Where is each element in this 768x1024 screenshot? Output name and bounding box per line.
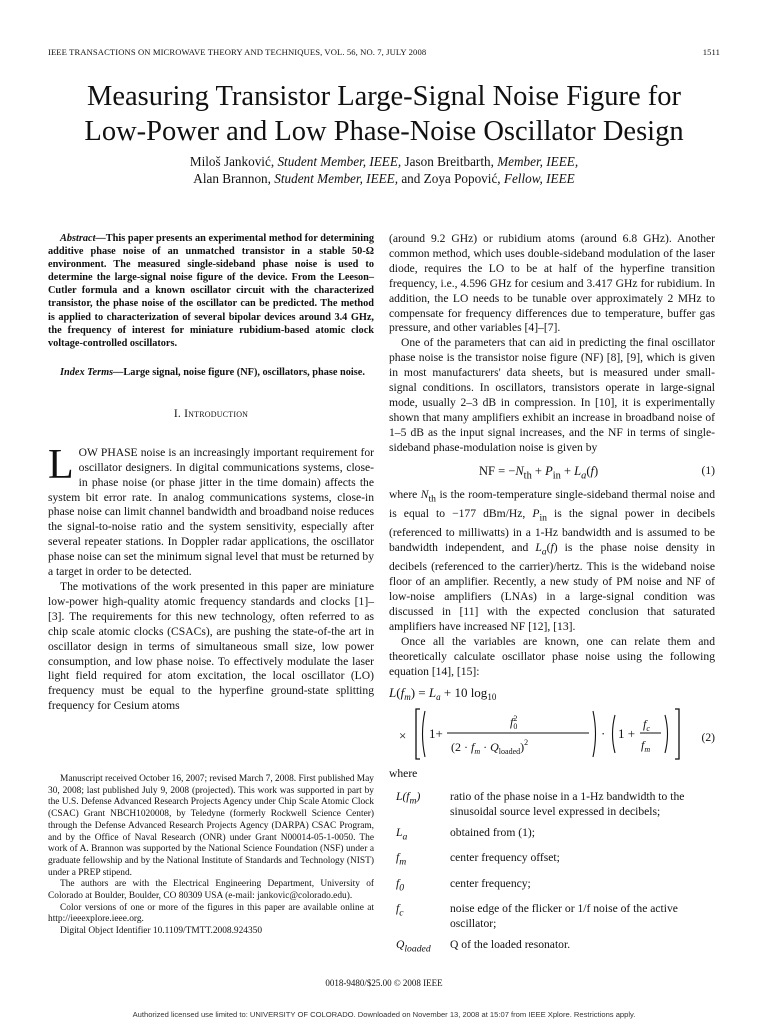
- abstract: [48, 232, 374, 350]
- index-terms: [48, 366, 374, 379]
- author-membership: Student Member, IEEE,: [274, 171, 399, 186]
- definition-symbol: $L_a$: [396, 826, 408, 843]
- svg-text:1+: 1+: [429, 726, 443, 742]
- definition-row: [389, 877, 715, 896]
- title-line-2: Low-Power and Low Phase-Noise Oscillator Design: [84, 116, 684, 147]
- author-name: Jason Breitbarth,: [404, 154, 494, 169]
- svg-text:L(fm) = La + 10 log10: $L(f_m) = L_a + 10$ $\log_{10}$: [389, 685, 497, 703]
- svg-text:fm: $f_m$: [641, 738, 651, 755]
- right-paragraph-4: Once all the variables are known, one can relate them and theoretically calculate oscillator phase noise using the following equation [14], [15]:: [389, 634, 715, 678]
- equation-1-body: NF = $-N_{th} + P_{in} + L_a(f)$: [479, 463, 599, 482]
- abstract-text: This paper presents an experimental method for determining additive phase noise of an unmatched transistor in a stable 50-Ω environment. The measured single-sideband phase noise is used to determine the large-signal noise figure of the device. From the Leeson–Cutler formula and a known oscillator circuit with the characterized transistor, the phase noise of the oscillator can be predicted. The method is applied to characterization of several bipolar devices around 3.4 GHz, the frequency of interest for miniature rubidium-based atomic clock voltage-controlled oscillators.: [48, 233, 374, 349]
- right-paragraph-3: where $N_{th}$ is the room-temperature single-sideband thermal noise and is equal to −177 dBm/Hz, $P_{in}$ is the signal power in decibels (referenced to milliwatts) in a 1-Hz bandwidth and is assumed to be bandwidth independent, and $L_a(f)$ is the phase noise density in decibels (referenced to the carrier)/hertz. This is the wideband noise floor of an amplifier. Recently, a new study of PM noise and NF of low-noise amplifiers (LNAs) in a large-signal condition was discussed in [11] with the expected conclusion that saturated amplifiers have increased NF [12], [13].: [389, 487, 715, 633]
- author-line-1: [80, 153, 688, 170]
- page-number: 1511: [702, 47, 720, 57]
- footnotes: [48, 774, 374, 938]
- definition-text: center frequency;: [450, 876, 531, 890]
- definition-row: [389, 938, 715, 957]
- author-name: Zoya Popović,: [423, 171, 501, 186]
- author-list: [80, 153, 688, 187]
- definition-text: noise edge of the flicker or 1/f noise of the active oscillator;: [450, 901, 678, 930]
- symbol-definitions: [389, 790, 715, 957]
- definition-text: Q of the loaded resonator.: [450, 937, 571, 951]
- index-terms-label: Index Terms—: [60, 366, 124, 378]
- right-paragraph-1: (around 9.2 GHz) or rubidium atoms (around 6.8 GHz). Another common method, which uses double-sideband modulation of the laser diode, requires the LO to be at half of the hyperfine transition frequency, i.e., 4.596 GHz for cesium and 3.417 GHz for rubidium. In addition, the LO needs to be tunable over approximately 2 MHz to compensate for frequency differences due to temperature, buffer gas pressure, and other variables [4]–[7].: [389, 232, 715, 335]
- definition-text: obtained from (1);: [450, 826, 535, 840]
- intro-paragraph-2: The motivations of the work presented in this paper are miniature low-power high-quality atomic frequency standards and clocks [1]–[3]. The requirements for this new technology, often referred to as chip scale atomic clocks (CSACs), are pushing the state-of-the art in oscillator design in terms of simultaneous small size, low power consumption, and low phase noise. To effectively modulate the laser light field required for atom excitation, the local oscillator (LO) frequency must be equal to the hyperfine ground-state splitting frequency for Cesium atoms: [48, 580, 374, 713]
- section-title: Introduction: [184, 406, 249, 420]
- author-membership: Member, IEEE,: [497, 154, 579, 169]
- definition-row: [389, 851, 715, 870]
- equation-1: [389, 456, 715, 488]
- running-head: [48, 47, 720, 57]
- title-line-1: Measuring Transistor Large-Signal Noise Figure for: [87, 81, 681, 112]
- equation-2-svg: [389, 679, 715, 767]
- footnote-color: Color versions of one or more of the figures in this paper are available online at http://ieeexplore.ieee.org.: [48, 902, 374, 925]
- paper-title: [30, 79, 738, 149]
- copyright-line: 0018-9480/$25.00 © 2008 IEEE: [325, 978, 443, 988]
- author-membership: Student Member, IEEE,: [277, 154, 402, 169]
- right-paragraph-2: One of the parameters that can aid in predicting the final oscillator phase noise is the transistor noise figure (NF) [8], [9], which is given in most manufacturers' data sheets, but is measured under small-signal conditions. In oscillators, transistors operate in large-signal mode, usually 2–3 dB in compression. In [10], it is experimentally shown that many amplifiers exhibit an increase in broadband noise of 1–5 dB as the input signal increases, and the NF in terms of single-sideband phase-modulation noise is given by: [389, 336, 715, 454]
- definition-row: [389, 790, 715, 820]
- definition-symbol: $L(f_m)$: [396, 790, 421, 807]
- definition-row: [389, 902, 715, 932]
- equation-2: [389, 679, 715, 767]
- svg-text:fc: $f_c$: [643, 717, 650, 734]
- footnote-affiliation: The authors are with the Electrical Engineering Department, University of Colorado at Boulder, Boulder, CO 80309 USA (e-mail: jankovic@colorado.edu).: [48, 879, 374, 902]
- definition-symbol: $Q_{loaded}$: [396, 937, 431, 954]
- svg-text:×: ×: [399, 728, 407, 744]
- svg-text:(2 · fm · Qloaded)2: $(2 \cdot f_m \cdot Q_{loaded})^2$: [451, 738, 529, 757]
- equation-1-number: (1): [701, 463, 715, 477]
- intro-paragraph-1: [48, 441, 374, 580]
- footnote-doi: Digital Object Identifier 10.1109/TMTT.2008.924350: [60, 926, 263, 937]
- intro-text-1: OW PHASE noise is an increasingly important requirement for oscillator designers. In digital communications systems, close-in phase noise (or phase jitter in the time domain) affects the system bit error rate. In analog communications systems, close-in phase noise can limit channel bandwidth and broadband noise reduces the signal-to-noise ratio and the system sensitivity, especially after several repeater stations. In Doppler radar applications, the oscillator phase noise can set the minimum signal level that must be returned by a target in order to be detected.: [48, 445, 374, 579]
- section-number: I.: [173, 406, 181, 420]
- svg-text:1 +: 1 +: [618, 726, 636, 742]
- svg-text:f20: $f^2$ 0: [510, 714, 518, 732]
- definition-symbol: $f_c$: [396, 901, 404, 919]
- abstract-label: Abstract—: [60, 233, 106, 244]
- author-name: Miloš Janković,: [189, 154, 275, 169]
- footnote-manuscript: Manuscript received October 16, 2007; revised March 7, 2008. First published May 30, 2008; last published July 9, 2008 (projected). This work was supported in part by the U.S. Defense Advanced Research Projects Agency under Chip Scale Atomic Clock (CSAC) Grant NBCH1020008, by Teledyne (formerly Rockwell Science Center) through the Defense Advanced Research Projects Agency (DARPA) CSAC Program, and by the Office of Naval Research (ONR) under Grant N00014-05-1-0050. The work of A. Brannon was supported by the National Science Foundation (NSF) under a graduate fellowship and by the National Institute of Standards and Technology (NIST) under a PREP stipend.: [48, 774, 374, 878]
- author-membership: Fellow, IEEE: [503, 171, 575, 186]
- definition-symbol: $f_m$: [396, 851, 407, 868]
- author-name: Alan Brannon,: [193, 171, 271, 186]
- drop-cap: L: [48, 441, 74, 488]
- section-heading: [48, 407, 374, 422]
- where-label: where: [389, 767, 418, 781]
- author-line-2: [80, 170, 688, 187]
- author-conjunction: and: [401, 171, 421, 186]
- left-column: [48, 232, 374, 714]
- right-column: [389, 232, 715, 963]
- license-notice: Authorized licensed use limited to: UNIVERSITY OF COLORADO. Downloaded on November 13, 2008 at 15:07 from IEEE Xplore. Restrictions apply.: [132, 1010, 636, 1019]
- index-terms-text: Large signal, noise figure (NF), oscillators, phase noise.: [123, 366, 365, 378]
- journal-info: IEEE TRANSACTIONS ON MICROWAVE THEORY AND TECHNIQUES, VOL. 56, NO. 7, JULY 2008: [48, 47, 427, 57]
- definition-symbol: $f_0$: [396, 876, 405, 893]
- equation-2-number: (2): [701, 731, 715, 745]
- svg-text:·: ·: [601, 726, 606, 742]
- definition-row: [389, 826, 715, 845]
- definition-text: center frequency offset;: [450, 851, 560, 865]
- definition-text: ratio of the phase noise in a 1-Hz bandwidth to the sinusoidal source level expressed in decibels;: [450, 790, 685, 819]
